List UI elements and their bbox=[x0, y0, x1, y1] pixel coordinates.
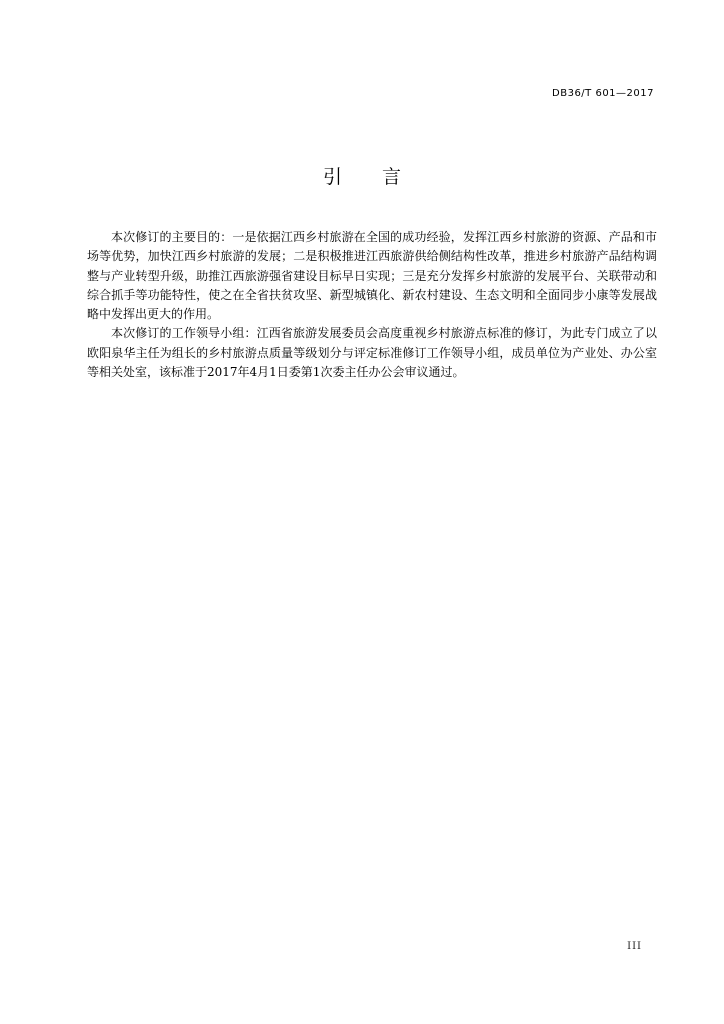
title-char-1: 引 bbox=[322, 166, 342, 188]
paragraph-purpose: 本次修订的主要目的：一是依据江西乡村旅游在全国的成功经验，发挥江西乡村旅游的资源、产品和市场等优势，加快江西乡村旅游的发展；二是积极推进江西旅游供给侧结构性改革，推进乡村旅游产品结构调整与产业转型升级，助推江西旅游强省建设目标早日实现；三是充分发挥乡村旅游的发展平台、关联带动和综合抓手等功能特性，使之在全省扶贫攻坚、新型城镇化、新农村建设、生态文明和全面同步小康等发展战略中发挥出更大的作用。 bbox=[87, 230, 657, 322]
page-title bbox=[0, 162, 724, 189]
body-text bbox=[87, 228, 657, 382]
standard-code: DB36/T 601—2017 bbox=[552, 88, 654, 99]
paragraph-leadership: 本次修订的工作领导小组：江西省旅游发展委员会高度重视乡村旅游点标准的修订，为此专门成立了以欧阳泉华主任为组长的乡村旅游点质量等级划分与评定标准修订工作领导小组，成员单位为产业处、办公室等相关处室，该标准于2017年4月1日委第1次委主任办公会审议通过。 bbox=[87, 326, 657, 380]
page-number: III bbox=[627, 941, 642, 952]
title-char-2: 言 bbox=[382, 166, 402, 188]
